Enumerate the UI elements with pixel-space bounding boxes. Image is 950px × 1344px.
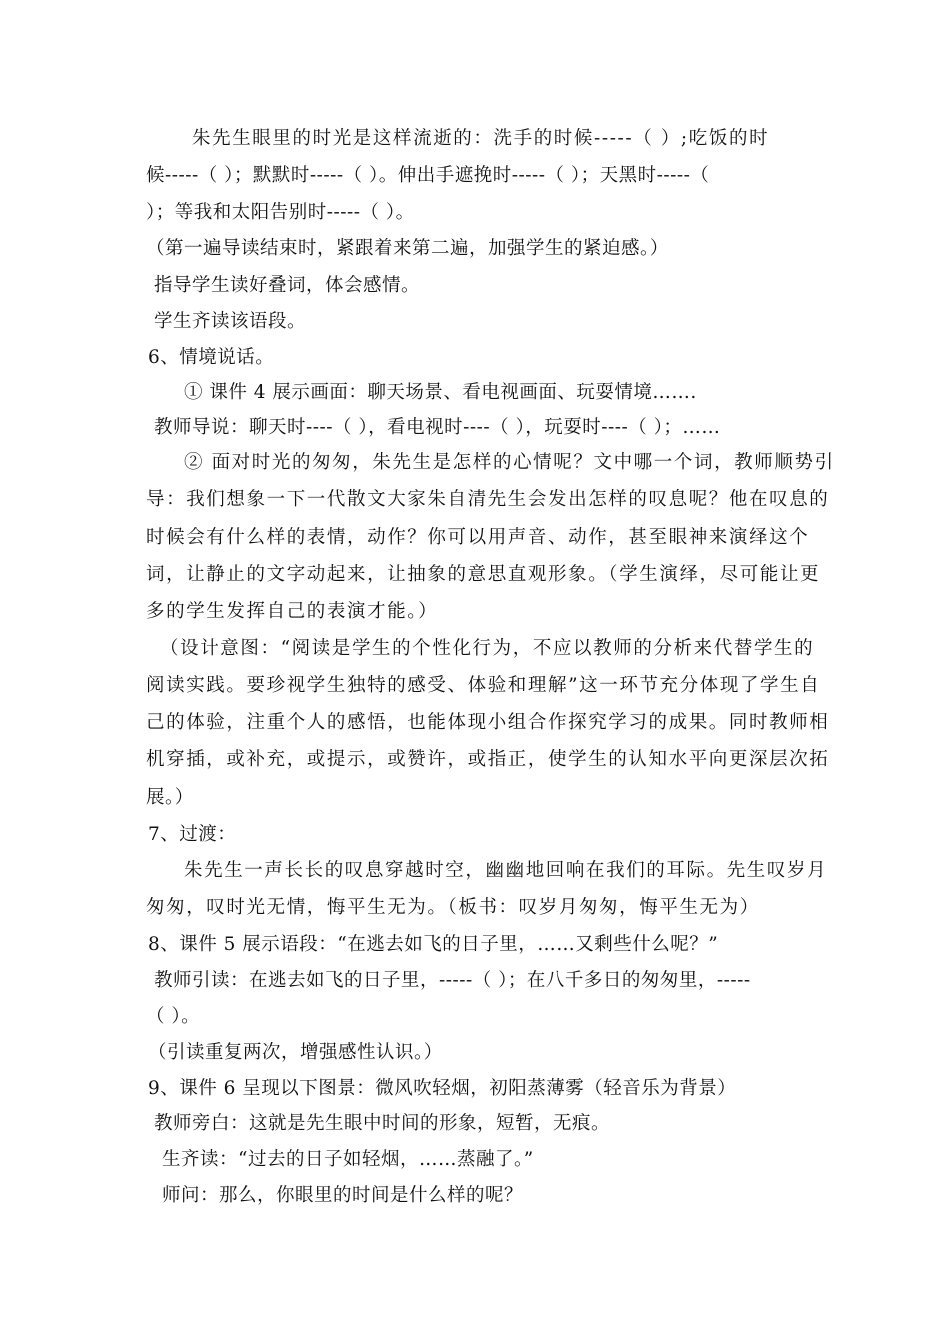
section-heading: 7、过渡： — [148, 824, 237, 845]
paragraph-line: ）；等我和太阳告别时-----（ ）。 — [146, 202, 415, 223]
paragraph-line: （设计意图：“阅读是学生的个性化行为，不应以教师的分析来代替学生的 — [160, 638, 815, 659]
section-heading: 8、课件 5 展示语段：“在逃去如飞的日子里，……又剩些什么呢？” — [148, 934, 719, 955]
paragraph-line: 多的学生发挥自己的表演才能。） — [146, 601, 439, 622]
paragraph-line: 阅读实践。要珍视学生独特的感受、体验和理解”这一环节充分体现了学生自 — [146, 675, 821, 696]
paragraph-line: 时候会有什么样的表情，动作？你可以用声音、动作，甚至眼神来演绎这个 — [146, 527, 810, 548]
paragraph-line: 教师引读：在逃去如飞的日子里，-----（ ）；在八千多日的匆匆里，----- — [154, 970, 751, 991]
paragraph-line: 词，让静止的文字动起来，让抽象的意思直观形象。（学生演绎，尽可能让更 — [146, 564, 821, 585]
paragraph-line: 教师导说：聊天时----（ ），看电视时----（ ），玩耍时----（ ）；…… — [154, 417, 721, 438]
paragraph-line: ② 面对时光的匆匆，朱先生是怎样的心情呢？文中哪一个词，教师顺势引 — [184, 452, 835, 473]
paragraph-line: 导：我们想象一下一代散文大家朱自清先生会发出怎样的叹息呢？他在叹息的 — [146, 489, 830, 510]
section-heading: 9、课件 6 呈现以下图景：微风吹轻烟，初阳蒸薄雾（轻音乐为背景） — [148, 1078, 737, 1099]
paragraph-line: 己的体验，注重个人的感悟，也能体现小组合作探究学习的成果。同时教师相 — [146, 712, 830, 733]
paragraph-line: （第一遍导读结束时，紧跟着来第二遍，加强学生的紧迫感。） — [146, 238, 669, 259]
paragraph-line: 师问：那么，你眼里的时间是什么样的呢？ — [162, 1185, 524, 1206]
paragraph-line: 教师旁白：这就是先生眼中时间的形象，短暂，无痕。 — [154, 1113, 611, 1134]
paragraph-line: 指导学生读好叠词，体会感情。 — [154, 275, 421, 296]
paragraph-line: 生齐读：“过去的日子如轻烟，……蒸融了。” — [162, 1149, 534, 1170]
section-heading: 6、情境说话。 — [148, 347, 275, 368]
paragraph-line: 朱先生一声长长的叹息穿越时空，幽幽地回响在我们的耳际。先生叹岁月 — [184, 860, 828, 881]
paragraph-line: 朱先生眼里的时光是这样流逝的：洗手的时候-----（ ）;吃饭的时 — [192, 128, 770, 149]
paragraph-line: （ ）。 — [146, 1006, 201, 1027]
paragraph-line: 展。） — [146, 787, 194, 808]
paragraph-line: 候-----（ ）；默默时-----（ ）。伸出手遮挽时-----（ ）；天黑时-----（ — [146, 165, 710, 186]
paragraph-line: ① 课件 4 展示画面：聊天场景、看电视画面、玩耍情境……. — [184, 382, 697, 403]
paragraph-line: （引读重复两次，增强感性认识。） — [148, 1042, 443, 1063]
paragraph-line: 机穿插，或补充，或提示，或赞许，或指正，使学生的认知水平向更深层次拓 — [146, 749, 830, 770]
paragraph-line: 学生齐读该语段。 — [154, 311, 307, 332]
paragraph-line: 匆匆，叹时光无情，悔平生无为。（板书：叹岁月匆匆，悔平生无为） — [146, 897, 760, 918]
